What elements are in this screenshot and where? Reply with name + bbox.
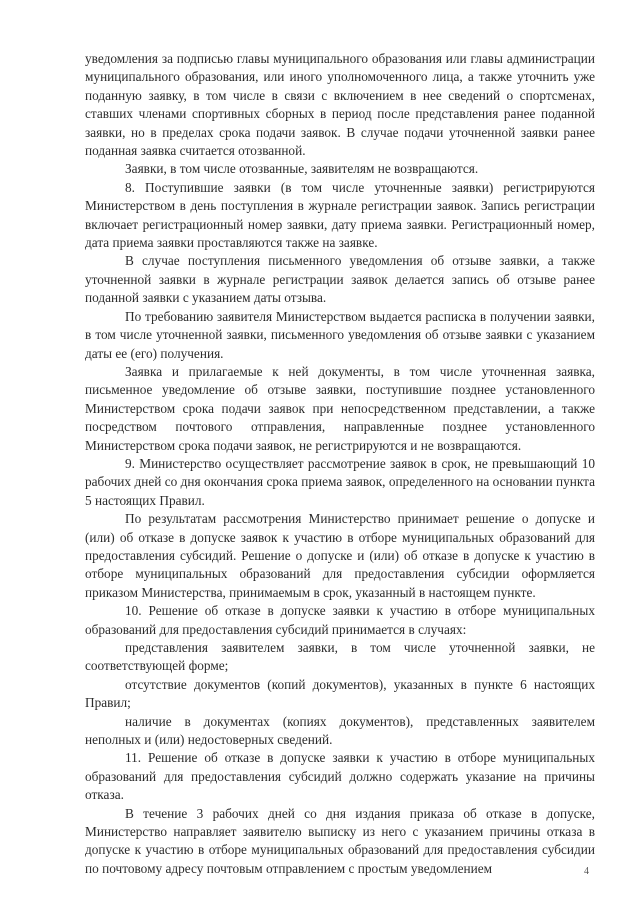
page-number: 4 — [584, 866, 589, 877]
paragraph-late-applications: Заявка и прилагаемые к ней документы, в том числе уточненная заявка, письменное уведомление об отзыве заявки, поступившие позднее установленного Министерством срока подачи заявок при непосредственном представлении, а также посредством почтового отправления, направленные позднее установленного Министерством срока подачи заявок, не регистрируются и не возвращаются. — [85, 363, 595, 453]
paragraph-receipt: По требованию заявителя Министерством выдается расписка в получении заявки, в том числе уточненной заявки, письменного уведомления об отзыве заявки с указанием даты ее (его) получения. — [85, 308, 595, 361]
paragraph-item-8: 8. Поступившие заявки (в том числе уточненные заявки) регистрируются Министерством в день поступления в журнале регистрации заявок. Запись регистрации включает регистрационный номер заявки, дату приема заявки. Регистрационный номер, дата приема заявки проставляются также на заявке. — [85, 179, 595, 251]
list-item-form-mismatch: представления заявителем заявки, в том числе уточненной заявки, не соответствующей форме; — [85, 640, 595, 674]
list-item-incomplete-data: наличие в документах (копиях документов), представленных заявителем неполных и (или) недостоверных сведений. — [85, 713, 595, 748]
document-body — [85, 50, 595, 878]
paragraph-item-9: 9. Министерство осуществляет рассмотрение заявок в срок, не превышающий 10 рабочих дней со дня окончания срока приема заявок, определенного на основании пункта 5 настоящих Правил. — [85, 455, 595, 508]
paragraph-item-10: 10. Решение об отказе в допуске заявки к участию в отборе муниципальных образований для предоставления субсидий принимается в случаях: — [85, 603, 595, 637]
paragraph-applications-not-returned: Заявки, в том числе отозванные, заявителям не возвращаются. — [125, 161, 479, 177]
list-item-missing-documents: отсутствие документов (копий документов), указанных в пункте 6 настоящих Правил; — [85, 676, 595, 711]
paragraph-continuation: уведомления за подписью главы муниципального образования или главы администрации муниципального образования, или иного уполномоченного лица, а также уточнить уже поданную заявку, в том числе в связи с включением в нее сведений о спортсменах, ставших членами спортивных сборных в период после представления ранее поданной заявки, но в пределах срока подачи заявок. В случае подачи уточненной заявки ранее поданная заявка считается отозванной. — [85, 51, 595, 159]
paragraph-item-11: 11. Решение об отказе в допуске заявки к участию в отборе муниципальных образований для предоставления субсидий должно содержать указание на причины отказа. — [85, 750, 595, 803]
paragraph-review-decision: По результатам рассмотрения Министерство принимает решение о допуске и (или) об отказе в допуске заявок к участию в отборе муниципальных образований для предоставления субсидий. Решение о допуске и (или) об отказе в допуске к участию в отборе муниципальных образований для предоставления субсидии оформляется приказом Министерства, принимаемым в срок, указанный в настоящем пункте. — [85, 511, 595, 600]
paragraph-withdrawal-notice: В случае поступления письменного уведомления об отзыве заявки, а также уточненной заявки в журнале регистрации заявок делается запись об отзыве ранее поданной заявки с указанием даты отзыва. — [85, 253, 595, 306]
paragraph-notification-3-days: В течение 3 рабочих дней со дня издания приказа об отказе в допуске, Министерство направляет заявителю выписку из него с указанием причины отказа в допуске к участию в отборе муниципальных образований для предоставления субсидии по почтовому адресу почтовым отправлением с простым уведомлением — [85, 805, 595, 876]
